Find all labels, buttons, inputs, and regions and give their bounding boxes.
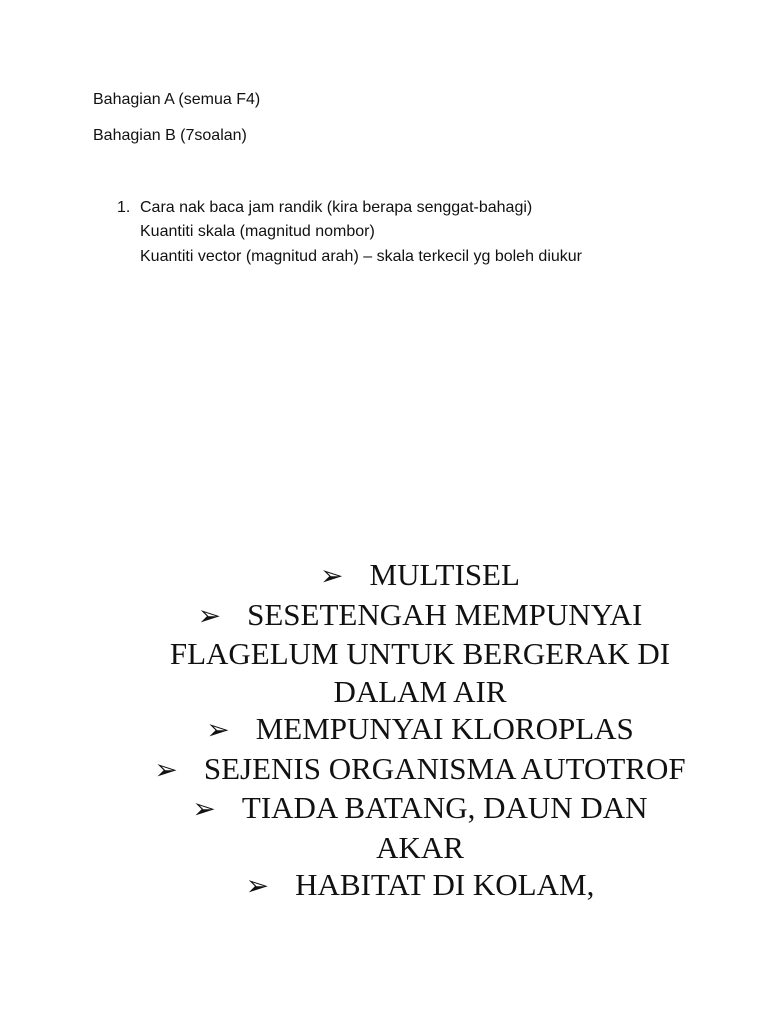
list-line-2: Kuantiti skala (magnitud nombor) xyxy=(140,223,375,240)
bullet-text: HABITAT DI KOLAM, xyxy=(295,867,595,902)
list-number: 1. xyxy=(117,199,131,216)
arrow-bullet-icon: ➢ xyxy=(192,794,216,825)
bullet-text: MEMPUNYAI KLOROPLAS xyxy=(255,711,634,746)
list-line-3: Kuantiti vector (magnitud arah) – skala terkecil yg boleh diukur xyxy=(140,248,582,265)
list-line-1: Cara nak baca jam randik (kira berapa senggat-bahagi) xyxy=(140,199,533,216)
arrow-bullet-icon: ➢ xyxy=(245,871,270,902)
bullet-text: SESETENGAH MEMPUNYAI FLAGELUM UNTUK BERGERAK DI DALAM AIR xyxy=(169,596,671,709)
bullet-item xyxy=(150,596,690,711)
bullet-item xyxy=(150,750,690,790)
section-b-note: Bahagian B (7soalan) xyxy=(93,127,247,144)
arrow-bullet-icon: ➢ xyxy=(197,600,222,632)
bullet-list xyxy=(150,556,690,906)
bullet-item xyxy=(150,556,690,596)
bullet-item xyxy=(150,710,690,750)
bullet-text: SEJENIS ORGANISMA AUTOTROF xyxy=(203,750,686,786)
arrow-bullet-icon: ➢ xyxy=(320,561,344,592)
bullet-item xyxy=(150,866,690,906)
section-a-note: Bahagian A (semua F4) xyxy=(93,91,261,108)
bullet-text: MULTISEL xyxy=(369,557,520,592)
arrow-bullet-icon: ➢ xyxy=(154,754,178,786)
bullet-text: TIADA BATANG, DAUN DAN AKAR xyxy=(241,790,648,865)
bullet-item xyxy=(150,789,690,866)
arrow-bullet-icon: ➢ xyxy=(206,715,230,746)
